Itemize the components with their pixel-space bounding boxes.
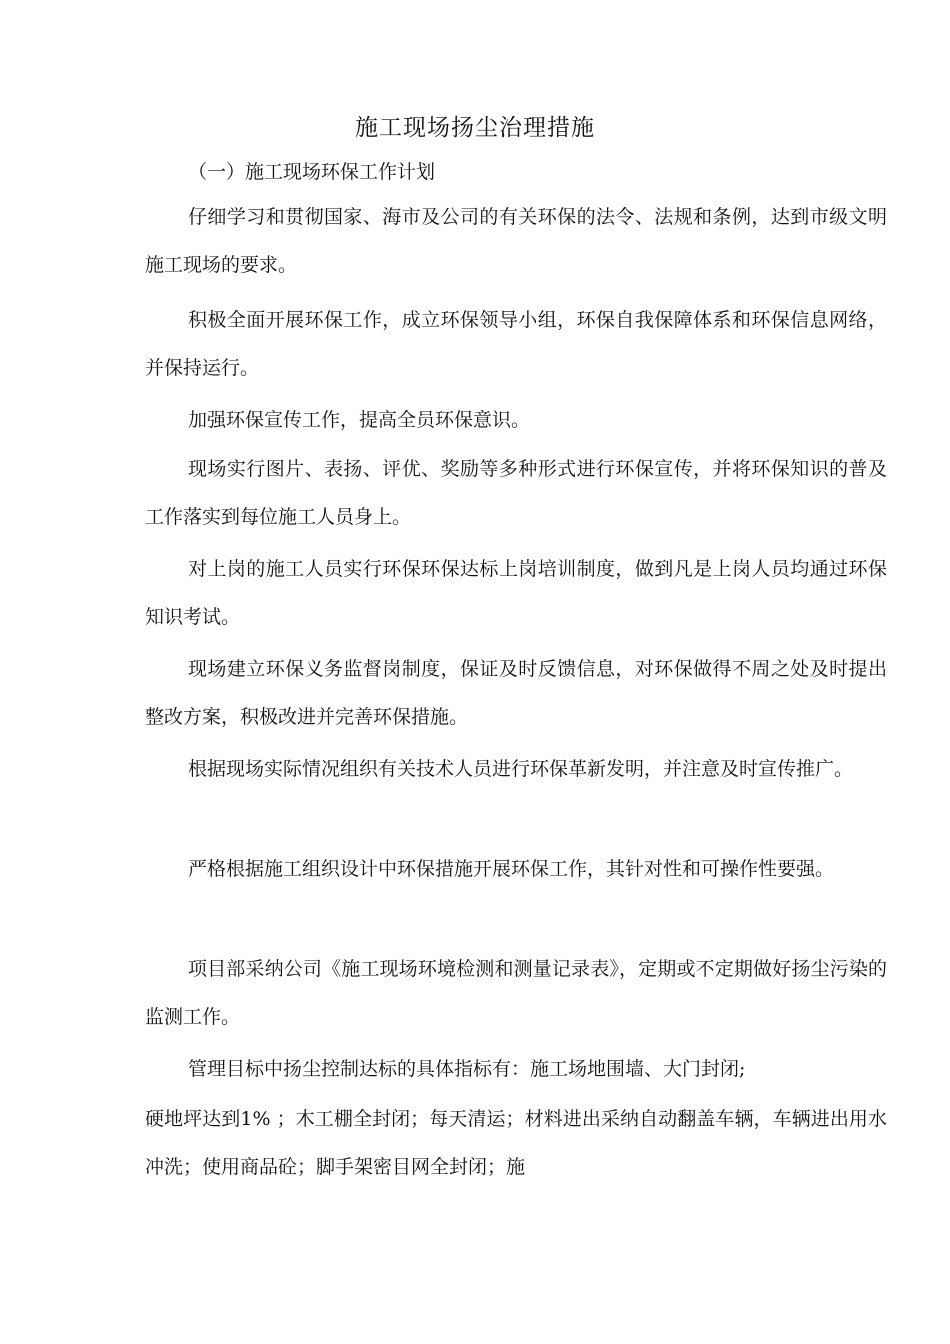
paragraph: 现场建立环保义务监督岗制度，保证及时反馈信息，对环保做得不周之处及时提出整改方案，积极改进并完善环保措施。 xyxy=(145,658,887,728)
document-title: 施工现场扬尘治理措施 xyxy=(355,115,595,141)
paragraph: 硬地坪达到1% ；木工棚全封闭；每天清运；材料进出采纳自动翻盖车辆，车辆进出用水冲洗；使用商品砼；脚手架密目网全封闭；施 xyxy=(145,1108,887,1178)
paragraph: 现场实行图片、表扬、评优、奖励等多种形式进行环保宣传，并将环保知识的普及工作落实到每位施工人员身上。 xyxy=(145,458,887,528)
section-heading: （一）施工现场环保工作计划 xyxy=(188,161,436,183)
paragraph: 积极全面开展环保工作，成立环保领导小组，环保自我保障体系和环保信息网络，并保持运行。 xyxy=(145,309,887,379)
paragraph: 根据现场实际情况组织有关技术人员进行环保革新发明，并注意及时宣传推广。 xyxy=(188,758,854,780)
paragraph: 项目部采纳公司《施工现场环境检测和测量记录表》，定期或不定期做好扬尘污染的监测工作。 xyxy=(145,958,887,1028)
paragraph: 管理目标中扬尘控制达标的具体指标有：施工场地围墙、大门封闭; xyxy=(188,1058,746,1080)
paragraph: 加强环保宣传工作，提高全员环保意识。 xyxy=(188,409,531,431)
paragraph: 对上岗的施工人员实行环保环保达标上岗培训制度，做到凡是上岗人员均通过环保知识考试。 xyxy=(145,558,887,628)
paragraph: 严格根据施工组织设计中环保措施开展环保工作，其针对性和可操作性要强。 xyxy=(188,858,835,880)
paragraph: 仔细学习和贯彻国家、海市及公司的有关环保的法令、法规和条例，达到市级文明施工现场的要求。 xyxy=(145,206,887,276)
